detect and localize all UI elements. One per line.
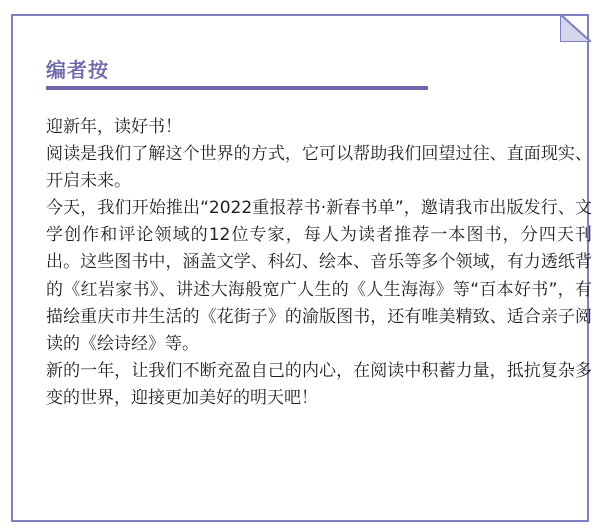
editor-note-body	[46, 114, 592, 412]
page-corner-fold-icon	[560, 14, 591, 42]
paragraph-greeting: 迎新年，读好书！	[46, 117, 182, 137]
editor-note-title: 编者按	[46, 58, 109, 82]
title-underline	[46, 86, 428, 90]
paragraph-reading: 阅读是我们了解这个世界的方式，它可以帮助我们回望过往、直面现实、开启未来。	[46, 144, 592, 192]
paragraph-booklist: 今天，我们开始推出“2022重报荐书·新春书单”，邀请我市出版发行、文学创作和评论领域的12位专家，每人为读者推荐一本图书，分四天刊出。这些图书中，涵盖文学、科幻、绘本、音乐等多个领域，有力透纸背的《红岩家书》、讲述大海般宽广人生的《人生海海》等“百本好书”，有描绘重庆市井生活的《花街子》的渝版图书，还有唯美精致、适合亲子阅读的《绘诗经》等。	[46, 198, 592, 354]
paragraph-new-year: 新的一年，让我们不断充盈自己的内心，在阅读中积蓄力量，抵抗复杂多变的世界，迎接更加美好的明天吧！	[46, 360, 592, 408]
